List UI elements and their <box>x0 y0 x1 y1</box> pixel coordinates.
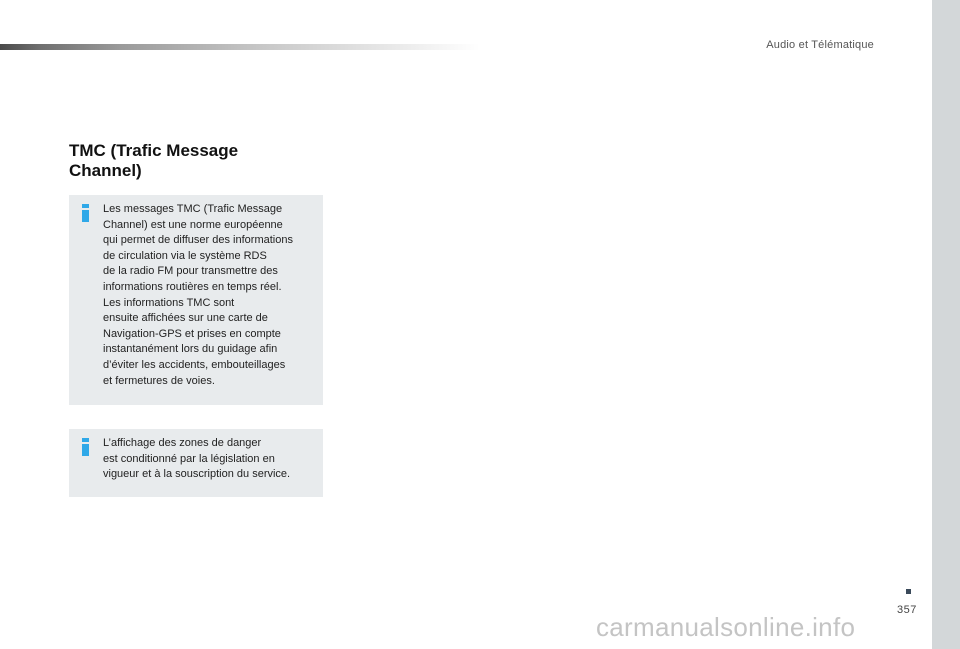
side-strip <box>932 0 960 649</box>
page-marker <box>906 589 911 594</box>
section-title: Audio et Télématique <box>766 39 874 51</box>
info-box-tmc <box>69 195 323 405</box>
watermark: carmanualsonline.info <box>596 612 856 642</box>
page-heading <box>69 141 329 181</box>
info-icon <box>82 204 89 222</box>
page-number: 357 <box>897 604 917 616</box>
info-text: L’affichage des zones de danger est conditionné par la législation en vigueur et à la souscription du service. <box>103 437 291 481</box>
info-text: Les messages TMC (Trafic Message Channel) est une norme européenne qui permet de diffuser des informations de circulation via le système RDS de la radio FM pour transmettre des informations routières en temps réel. Les informations TMC sont ensuite affichées sur une carte de Navigation-GPS et prises en compte instantanément lors du guidage afin d’éviter les accidents, embouteillages et fermetures de voies. <box>103 203 293 387</box>
info-box-danger-zones <box>69 429 323 497</box>
top-rule <box>0 44 480 50</box>
info-icon <box>82 438 89 456</box>
heading-text: TMC (Trafic Message Channel) <box>69 141 239 180</box>
